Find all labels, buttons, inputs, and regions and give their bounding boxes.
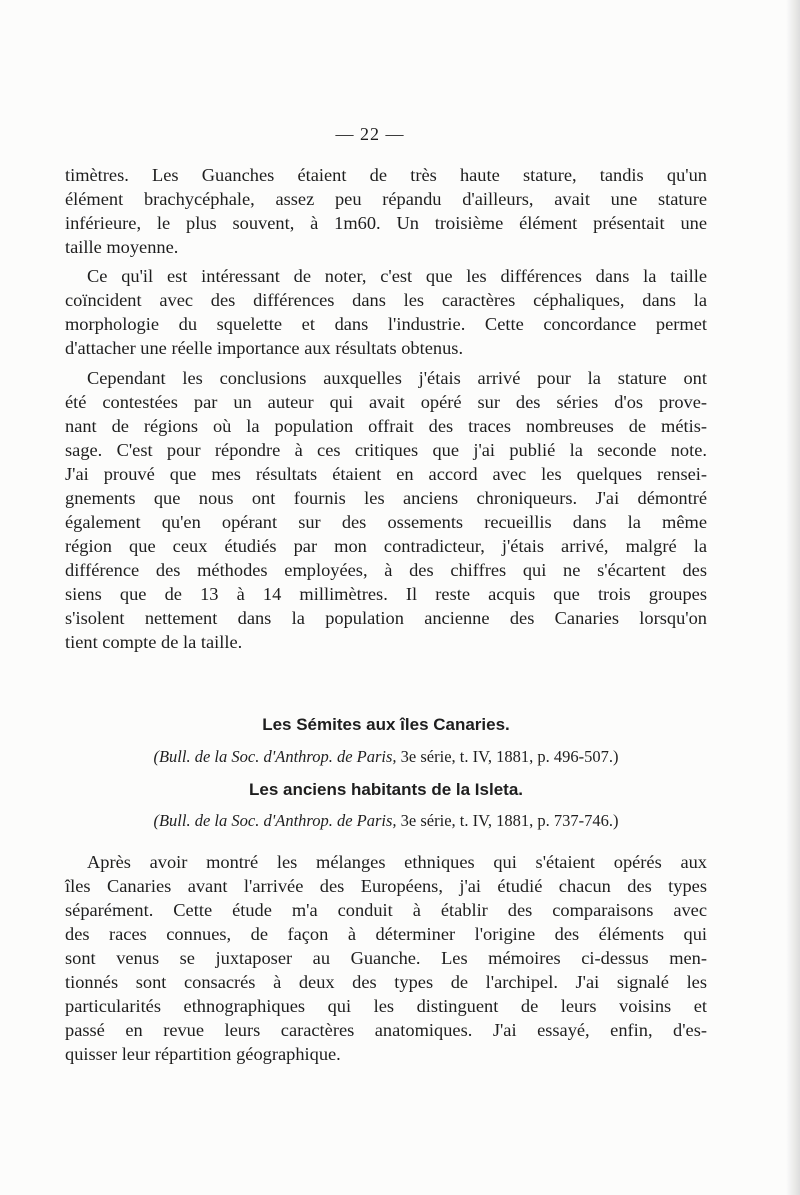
- text-line: taille moyenne.: [65, 237, 179, 257]
- text-line: passé en revue leurs caractères anatomiques. J'ai essayé, enfin, d'es-: [65, 1020, 707, 1040]
- text-line: sage. C'est pour répondre à ces critiques que j'ai publié la seconde note.: [65, 440, 707, 460]
- text-line: tionnés sont consacrés à deux des types de l'archipel. J'ai signalé les: [65, 972, 707, 992]
- text-line: timètres. Les Guanches étaient de très haute stature, tandis qu'un: [65, 165, 707, 185]
- text-line: coïncident avec des différences dans les caractères céphaliques, dans la: [65, 290, 707, 310]
- text-line: Après avoir montré les mélanges ethniques qui s'étaient opérés aux: [87, 852, 707, 872]
- page-edge-shadow: [786, 0, 800, 1195]
- text-line: également qu'en opérant sur des ossements recueillis dans la même: [65, 512, 707, 532]
- text-line: îles Canaries avant l'arrivée des Européens, j'ai étudié chacun des types: [65, 876, 707, 896]
- page-number: — 22 —: [335, 124, 405, 144]
- text-line: s'isolent nettement dans la population ancienne des Canaries lorsqu'on: [65, 608, 707, 628]
- text-line: élément brachycéphale, assez peu répandu d'ailleurs, avait une stature: [65, 189, 707, 209]
- text-line: morphologie du squelette et dans l'industrie. Cette concordance permet: [65, 314, 707, 334]
- citation: [65, 810, 707, 832]
- text-line: siens que de 13 à 14 millimètres. Il reste acquis que trois groupes: [65, 584, 707, 604]
- section-title: Les Sémites aux îles Canaries.: [262, 715, 510, 734]
- text-line: particularités ethnographiques qui les distinguent de leurs voisins et: [65, 996, 707, 1016]
- text-line: d'attacher une réelle importance aux résultats obtenus.: [65, 338, 464, 358]
- citation: [65, 746, 707, 768]
- text-line: sont venus se juxtaposer au Guanche. Les mémoires ci-dessus men-: [65, 948, 707, 968]
- citation-journal: (Bull. de la Soc. d'Anthrop. de Paris,: [153, 811, 397, 830]
- text-line: Cependant les conclusions auxquelles j'étais arrivé pour la stature ont: [87, 368, 707, 388]
- text-line: Ce qu'il est intéressant de noter, c'est que les différences dans la taille: [87, 266, 707, 286]
- section-title: Les anciens habitants de la Isleta.: [249, 780, 523, 799]
- text-line: séparément. Cette étude m'a conduit à établir des comparaisons avec: [65, 900, 707, 920]
- text-line: des races connues, de façon à déterminer l'origine des éléments qui: [65, 924, 707, 944]
- text-line: inférieure, le plus souvent, à 1m60. Un troisième élément présentait une: [65, 213, 707, 233]
- citation-details: 3e série, t. IV, 1881, p. 737-746.): [396, 811, 619, 830]
- text-line: tient compte de la taille.: [65, 632, 243, 652]
- text-line: J'ai prouvé que mes résultats étaient en accord avec les quelques rensei-: [65, 464, 707, 484]
- text-line: différence des méthodes employées, à des chiffres qui ne s'écartent des: [65, 560, 707, 580]
- citation-journal: (Bull. de la Soc. d'Anthrop. de Paris,: [153, 747, 397, 766]
- text-line: gnements que nous ont fournis les anciens chroniqueurs. J'ai démontré: [65, 488, 707, 508]
- text-line: quisser leur répartition géographique.: [65, 1044, 341, 1064]
- text-line: été contestées par un auteur qui avait opéré sur des séries d'os prove-: [65, 392, 707, 412]
- text-line: région que ceux étudiés par mon contradicteur, j'étais arrivé, malgré la: [65, 536, 707, 556]
- citation-details: 3e série, t. IV, 1881, p. 496-507.): [396, 747, 619, 766]
- text-line: nant de régions où la population offrait des traces nombreuses de métis-: [65, 416, 707, 436]
